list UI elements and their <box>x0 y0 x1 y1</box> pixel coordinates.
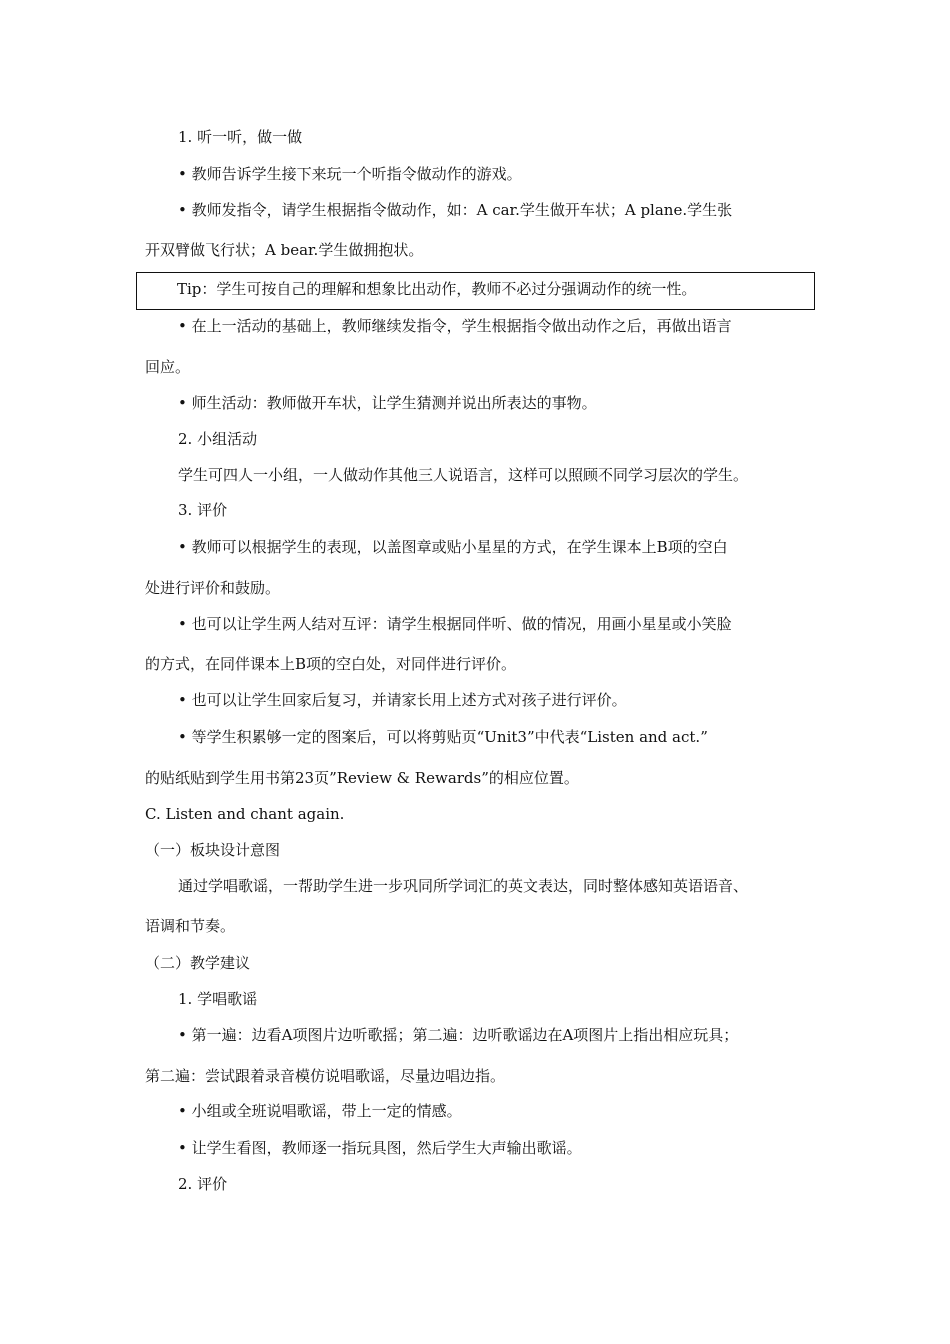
bullet-instructions-2: 开双臂做飞行状；A bear.学生做拥抱状。 <box>145 241 424 259</box>
bullet-chant-steps-2: 第二遍：尝试跟着录音模仿说唱歌谣，尽量边唱边指。 <box>145 1067 506 1085</box>
teaching-suggestions-heading: （二）教学建议 <box>145 954 251 972</box>
heading-evaluation-2: 2. 评价 <box>178 1175 228 1193</box>
design-intent-heading: （一）板块设计意图 <box>145 841 281 859</box>
group-activity-text: 学生可四人一小组，一人做动作其他三人说语言，这样可以照顾不同学习层次的学生。 <box>178 466 749 484</box>
section-c-heading: C. Listen and chant again. <box>145 805 345 823</box>
bullet-peer-eval-1: • 也可以让学生两人结对互评：请学生根据同伴听、做的情况，用画小星星或小笑脸 <box>178 615 732 633</box>
heading-group-activity: 2. 小组活动 <box>178 430 258 448</box>
bullet-sticker-1: • 等学生积累够一定的图案后，可以将剪贴页“Unit3”中代表“Listen and act.” <box>178 728 708 746</box>
bullet-peer-eval-2: 的方式，在同伴课本上B项的空白处，对同伴进行评价。 <box>145 655 517 673</box>
bullet-point-toys: • 让学生看图，教师逐一指玩具图，然后学生大声输出歌谣。 <box>178 1139 582 1157</box>
bullet-teacher-student: • 师生活动：教师做开车状，让学生猜测并说出所表达的事物。 <box>178 394 597 412</box>
heading-learn-chant: 1. 学唱歌谣 <box>178 990 258 1008</box>
bullet-instructions-1: • 教师发指令，请学生根据指令做动作，如：A car.学生做开车状；A plane.学生张 <box>178 201 733 219</box>
bullet-chant-steps-1: • 第一遍：边看A项图片边听歌摇；第二遍：边听歌谣边在A项图片上指出相应玩具； <box>178 1026 739 1044</box>
bullet-sticker-2: 的贴纸贴到学生用书第23页”Review & Rewards”的相应位置。 <box>145 769 579 787</box>
bullet-eval-stamp-1: • 教师可以根据学生的表现，以盖图章或贴小星星的方式，在学生课本上B项的空白 <box>178 538 728 556</box>
heading-evaluation: 3. 评价 <box>178 501 228 519</box>
bullet-eval-stamp-2: 处进行评价和鼓励。 <box>145 579 281 597</box>
bullet-follow-up-1: • 在上一活动的基础上，教师继续发指令，学生根据指令做出动作之后，再做出语言 <box>178 317 732 335</box>
bullet-follow-up-2: 回应。 <box>145 358 191 376</box>
bullet-group-chant: • 小组或全班说唱歌谣，带上一定的情感。 <box>178 1102 462 1120</box>
bullet-home-review: • 也可以让学生回家后复习，并请家长用上述方式对孩子进行评价。 <box>178 691 627 709</box>
tip-box <box>136 272 815 310</box>
heading-listen-do: 1. 听一听，做一做 <box>178 128 303 146</box>
design-intent-text-2: 语调和节奏。 <box>145 917 236 935</box>
bullet-game-intro: • 教师告诉学生接下来玩一个听指令做动作的游戏。 <box>178 165 522 183</box>
design-intent-text-1: 通过学唱歌谣，一帮助学生进一步巩同所学词汇的英文表达，同时整体感知英语语音、 <box>178 877 749 895</box>
tip-text: Tip：学生可按自己的理解和想象比出动作，教师不必过分强调动作的统一性。 <box>177 280 697 298</box>
